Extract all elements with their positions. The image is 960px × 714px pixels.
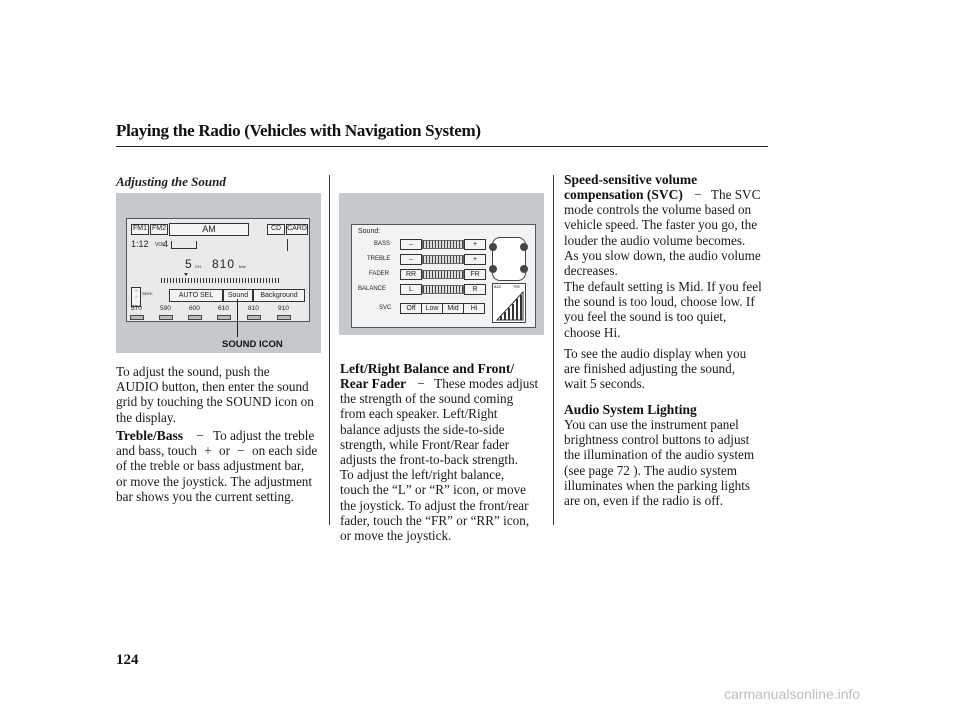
preset-button[interactable] [188, 315, 202, 320]
column-divider-left [329, 175, 330, 525]
sound-settings-figure [339, 193, 544, 335]
preset-button[interactable] [277, 315, 291, 320]
text-line: touch the “L” or “R” icon, or move [340, 482, 527, 498]
balance-l-button[interactable]: L [400, 284, 422, 295]
text-line: vehicle speed. The faster you go, the [564, 217, 758, 233]
fader-bar[interactable] [422, 270, 464, 279]
clock-readout: 1:12 [131, 239, 149, 249]
seek-label: SEEK [142, 291, 153, 296]
text-line: and bass, touch [116, 443, 197, 459]
svc-mid-button[interactable]: Mid [442, 303, 464, 314]
text-line: To adjust the treble [213, 428, 315, 443]
preset-button[interactable] [159, 315, 173, 320]
page-number: 124 [116, 652, 139, 668]
text-line: the sound is too loud, choose low. If [564, 294, 755, 310]
intro-paragraph [116, 364, 326, 425]
text-line: the strength of the sound coming [340, 391, 514, 407]
text-line: the joystick. To adjust the front/rear [340, 497, 529, 513]
column-divider-right [553, 175, 554, 525]
preset-label: 600 [189, 305, 200, 312]
speaker-rear-left-icon [489, 265, 497, 273]
text-line: decreases. [564, 263, 618, 279]
fader-label: FADER [369, 271, 390, 277]
svc-heading: Speed-sensitive volume [564, 172, 698, 187]
preset-button[interactable] [217, 315, 231, 320]
text-line: the illumination of the audio system [564, 447, 755, 463]
text-line: on each side [252, 443, 318, 459]
watermark: carmanualsonline.info [724, 686, 861, 702]
preset-label: 590 [160, 305, 171, 312]
text-line: fader, touch the “FR” or “RR” icon, [340, 512, 530, 528]
eq-treble-tag: TRE [513, 285, 520, 289]
text-line: of the treble or bass adjustment bar, [116, 458, 305, 474]
treble-plus-button[interactable]: + [464, 254, 486, 265]
balance-fader-heading-line2: Rear Fader [340, 376, 407, 391]
text-line: are on, even if the radio is off. [564, 493, 724, 509]
preset-label: 810 [248, 305, 259, 312]
text-line: bar shows you the current setting. [116, 488, 294, 504]
tuner-pointer [184, 273, 188, 276]
svc-default-paragraph [564, 279, 774, 340]
text-line: adjusts the front-to-back strength. [340, 452, 518, 468]
speaker-rear-right-icon [520, 265, 528, 273]
treble-minus-button[interactable]: – [400, 254, 422, 265]
treble-bass-paragraph [116, 428, 328, 504]
text-line: illuminates when the parking lights [564, 477, 751, 493]
treble-bass-heading: Treble/Bass [116, 428, 184, 443]
svc-hi-button[interactable]: Hi [463, 303, 485, 314]
sound-screen [351, 224, 536, 328]
sound-button[interactable]: Sound [223, 289, 253, 302]
eq-bass-tag: BAS [494, 285, 502, 289]
screen-tick [287, 239, 288, 251]
text-line: strength, while Front/Rear fader [340, 436, 510, 452]
text-line: You can use the instrument panel [564, 417, 739, 432]
text-line: or move the joystick. The adjustment [116, 473, 313, 489]
title-rule [116, 146, 768, 147]
preset-button[interactable] [247, 315, 261, 320]
text-line: or [218, 443, 230, 459]
text-line: are finished adjusting the sound, [564, 361, 736, 377]
bass-minus-button[interactable]: – [400, 239, 422, 250]
background-button[interactable]: Background [253, 289, 305, 302]
radio-display-figure [116, 193, 321, 353]
volume-bar [171, 241, 197, 249]
bass-bar[interactable] [422, 240, 464, 249]
fader-rr-button[interactable]: RR [400, 269, 422, 280]
frequency-readout: 810 [212, 257, 236, 271]
section-heading: Adjusting the Sound [116, 174, 226, 189]
text-line: choose Hi. [564, 324, 621, 340]
ch-label: CH [195, 264, 201, 269]
text-line: the display. [116, 409, 176, 425]
tuner-scale [161, 278, 281, 283]
text-line: To see the audio display when you [564, 346, 747, 361]
text-line: brightness control buttons to adjust [564, 432, 750, 448]
dash-symbol: − [694, 187, 702, 202]
tab-cd[interactable]: CD [267, 224, 285, 235]
page-title: Playing the Radio (Vehicles with Navigation System) [116, 121, 481, 140]
text-line: The default setting is Mid. If you feel [564, 279, 762, 294]
svc-low-button[interactable]: Low [421, 303, 443, 314]
text-line: AUDIO button, then enter the sound [116, 379, 309, 395]
khz-label: kHz [239, 264, 246, 269]
svc-label: SVC [379, 305, 392, 311]
plus-symbol: + [204, 443, 212, 459]
text-line: wait 5 seconds. [564, 376, 645, 392]
treble-label: TREBLE [367, 256, 391, 262]
balance-fader-heading: Left/Right Balance and Front/ [340, 361, 515, 376]
eq-curve-graphic [493, 284, 525, 322]
tab-card[interactable]: CARD [286, 224, 308, 235]
preset-label: 910 [278, 305, 289, 312]
car-diagram[interactable] [492, 237, 526, 281]
preset-row [127, 305, 309, 321]
svc-paragraph [564, 172, 774, 278]
text-line: balance adjusts the side-to-side [340, 421, 505, 437]
text-line: louder the audio volume becomes. [564, 232, 746, 248]
svc-heading-line2: compensation (SVC) [564, 187, 683, 202]
text-line: The SVC [710, 187, 761, 202]
preset-label: 610 [218, 305, 229, 312]
svc-off-button[interactable]: Off [400, 303, 422, 314]
callout-leader-line [237, 299, 238, 337]
text-line: These modes adjust [434, 376, 539, 391]
tab-fm1[interactable]: FM1 [131, 224, 149, 235]
balance-fader-paragraph [340, 361, 552, 543]
tune-button[interactable]: + − [131, 287, 141, 307]
text-line: (see page 72 ). The audio system [564, 462, 737, 478]
balance-bar[interactable] [422, 285, 464, 294]
sound-screen-title: Sound: [358, 228, 381, 235]
minus-symbol: − [237, 443, 245, 459]
text-line: To adjust the sound, push the [116, 364, 270, 379]
preset-label: 570 [131, 305, 142, 312]
text-line: To adjust the left/right balance, [340, 467, 505, 483]
radio-screen [126, 218, 310, 322]
vol-label: VOL [155, 242, 166, 248]
dash-symbol: − [417, 376, 425, 391]
treble-bar[interactable] [422, 255, 464, 264]
audio-display-paragraph [564, 346, 774, 392]
auto-sel-button[interactable]: AUTO SEL [169, 289, 223, 302]
speaker-front-left-icon [489, 243, 497, 251]
vol-value: 4 [163, 239, 169, 249]
text-line: grid by touching the SOUND icon on [116, 394, 314, 410]
balance-r-button[interactable]: R [464, 284, 486, 295]
text-line: or move the joystick. [340, 528, 452, 544]
text-line: mode controls the volume based on [564, 202, 752, 218]
lighting-heading: Audio System Lighting [564, 402, 697, 417]
speaker-front-right-icon [520, 243, 528, 251]
bass-label: BASS [374, 241, 391, 247]
text-line: you feel the sound is too quiet, [564, 309, 727, 325]
bass-plus-button[interactable]: + [464, 239, 486, 250]
sound-icon-caption: SOUND ICON [222, 339, 283, 350]
preset-button[interactable] [130, 315, 144, 320]
lighting-paragraph [564, 402, 774, 508]
tab-am[interactable]: AM [169, 223, 249, 236]
text-line: As you slow down, the audio volume [564, 247, 761, 263]
channel-number: 5 [185, 257, 192, 271]
dash-symbol: − [196, 428, 204, 443]
balance-label: BALANCE [358, 286, 387, 292]
fader-fr-button[interactable]: FR [464, 269, 486, 280]
eq-graph [492, 283, 526, 323]
tab-fm2[interactable]: FM2 [150, 224, 168, 235]
text-line: from each speaker. Left/Right [340, 406, 498, 422]
